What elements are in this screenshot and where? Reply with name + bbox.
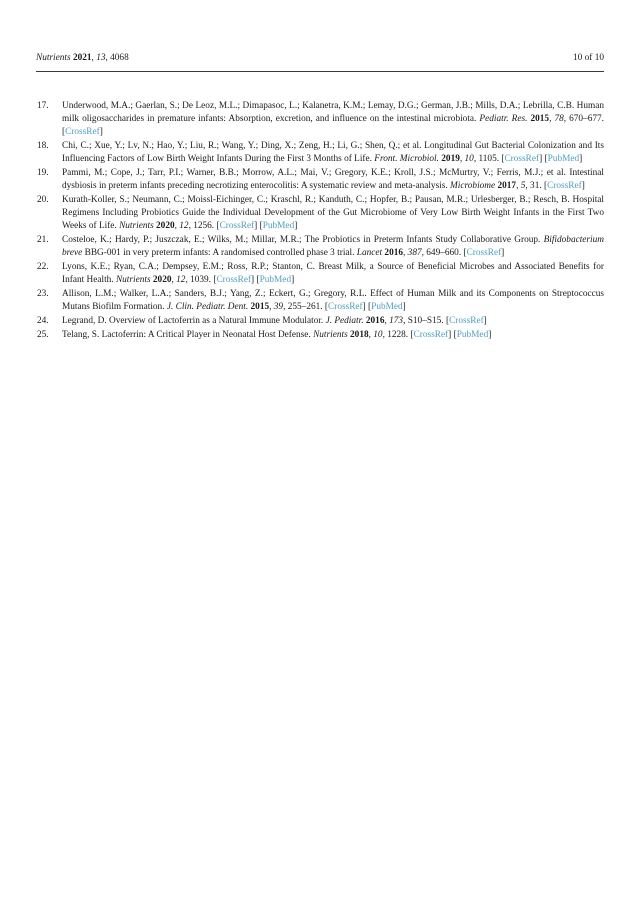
crossref-link[interactable]: CrossRef bbox=[504, 154, 540, 164]
text-run: 387 bbox=[407, 248, 422, 258]
pubmed-link[interactable]: PubMed bbox=[456, 330, 489, 340]
text-run: ] [ bbox=[448, 330, 457, 340]
pubmed-link[interactable]: PubMed bbox=[259, 275, 292, 285]
text-run: J. Pediatr. bbox=[325, 316, 364, 326]
text-run: 173 bbox=[389, 316, 404, 326]
running-head bbox=[36, 53, 604, 64]
text-run: 13 bbox=[96, 53, 106, 63]
reference-text bbox=[62, 316, 487, 326]
journal-citation bbox=[36, 53, 129, 64]
text-run: , bbox=[384, 316, 390, 326]
crossref-link[interactable]: CrossRef bbox=[449, 316, 484, 326]
reference-item bbox=[36, 140, 604, 166]
text-run: ] bbox=[294, 221, 298, 231]
reference-text bbox=[62, 262, 604, 285]
text-run: 2019 bbox=[441, 154, 460, 164]
text-run: Nutrients bbox=[119, 221, 154, 231]
reference-number: 18. bbox=[37, 141, 49, 151]
text-run: Chi, C.; Xue, Y.; Lv, N.; Hao, Y.; Liu, R.; Wang, Y.; Ding, X.; Zeng, H.; Li, G.; Shen, Q.; et al. Longitudinal Gut Bacterial Colonization and Its Influencing Factors of Low Birth Weight Infants During the First 3 Months of Life. bbox=[62, 141, 604, 164]
text-run: , bbox=[516, 181, 521, 191]
text-run: Underwood, M.A.; Gaerlan, S.; De Leoz, M.L.; Dimapasoc, L.; Kalanetra, K.M.; Lemay, D.G.; German, J.B.; Mills, D.A.; Lebrilla, C.B. Human milk oligosaccharides in premature infants: Absorption, excretion, and influence on the intestinal microbiota. bbox=[62, 101, 604, 124]
text-run: ] [ bbox=[539, 154, 548, 164]
text-run: Pediatr. Res. bbox=[479, 114, 528, 124]
text-run: , bbox=[91, 53, 97, 63]
reference-text bbox=[62, 101, 604, 137]
reference-item bbox=[36, 100, 604, 139]
reference-text bbox=[62, 141, 604, 164]
reference-number: 20. bbox=[37, 195, 49, 205]
pubmed-link[interactable]: PubMed bbox=[262, 221, 295, 231]
text-run: ] bbox=[483, 316, 487, 326]
reference-text bbox=[62, 168, 604, 191]
references-list bbox=[36, 100, 604, 343]
reference-item bbox=[36, 261, 604, 287]
text-run: Lyons, K.E.; Ryan, C.A.; Dempsey, E.M.; Ross, R.P.; Stanton, C. Breast Milk, a Source of Beneficial Microbes and Associated Benefits for Infant Health. bbox=[62, 262, 604, 285]
crossref-link[interactable]: CrossRef bbox=[328, 302, 363, 312]
text-run: , bbox=[403, 248, 408, 258]
text-run: Telang, S. Lactoferrin: A Critical Player in Neonatal Host Defense. bbox=[62, 330, 314, 340]
text-run: 12 bbox=[176, 275, 186, 285]
text-run: 2018 bbox=[350, 330, 369, 340]
text-run: , bbox=[269, 302, 274, 312]
text-run: , 1105. [ bbox=[473, 154, 505, 164]
text-run: Lancet bbox=[356, 248, 383, 258]
reference-number: 25. bbox=[37, 330, 49, 340]
crossref-link[interactable]: CrossRef bbox=[466, 248, 502, 258]
text-run: 2016 bbox=[384, 248, 404, 258]
reference-item bbox=[36, 167, 604, 193]
text-run: ] bbox=[291, 275, 295, 285]
text-run: , bbox=[171, 275, 177, 285]
text-run: 10 bbox=[373, 330, 383, 340]
text-run: Allison, L.M.; Walker, L.A.; Sanders, B.J.; Yang, Z.; Eckert, G.; Gregory, R.L. Effect of Human Milk and its Components on Streptococcus Mutans Biofilm Formation. bbox=[62, 289, 604, 312]
text-run: J. Clin. Pediatr. Dent. bbox=[166, 302, 249, 312]
text-run: Kurath-Koller, S.; Neumann, C.; Moissl-Eichinger, C.; Kraschl, R.; Kanduth, C.; Hopfer, B.; Pausan, M.R.; Urlesberger, B.; Resch, B. Hospital Regimens Including Probiotics Guide the Individual Development of the Gut Microbiome of Very Low Birth Weight Infants in the First Two Weeks of Life. bbox=[62, 195, 604, 231]
text-run: Legrand, D. Overview of Lactoferrin as a Natural Immune Modulator. bbox=[62, 316, 326, 326]
crossref-link[interactable]: CrossRef bbox=[547, 181, 582, 191]
text-run: 39 bbox=[273, 302, 284, 312]
reference-item bbox=[36, 234, 604, 260]
reference-item bbox=[36, 329, 604, 342]
reference-number: 24. bbox=[37, 316, 49, 326]
crossref-link[interactable]: CrossRef bbox=[219, 221, 255, 231]
reference-item bbox=[36, 194, 604, 233]
reference-text bbox=[62, 289, 604, 312]
reference-item bbox=[36, 315, 604, 328]
text-run: 2015 bbox=[250, 302, 270, 312]
text-run: , bbox=[174, 221, 180, 231]
text-run: ] bbox=[501, 248, 505, 258]
text-run: , 1039. [ bbox=[185, 275, 217, 285]
text-run: , 31. [ bbox=[525, 181, 548, 191]
reference-text bbox=[62, 330, 491, 340]
text-run: Nutrients bbox=[313, 330, 348, 340]
text-run: 10 bbox=[464, 154, 474, 164]
crossref-link[interactable]: CrossRef bbox=[65, 127, 100, 137]
reference-number: 21. bbox=[37, 235, 49, 245]
text-run: , 255–261. [ bbox=[283, 302, 329, 312]
page-number: 10 of 10 bbox=[573, 53, 604, 63]
pubmed-link[interactable]: PubMed bbox=[371, 302, 403, 312]
text-run: Nutrients bbox=[36, 53, 71, 63]
header-rule bbox=[36, 71, 604, 72]
reference-number: 17. bbox=[37, 101, 49, 111]
text-run: ] [ bbox=[251, 275, 260, 285]
text-run: , 670–677. [ bbox=[62, 114, 604, 137]
text-run: Costeloe, K.; Hardy, P.; Juszczak, E.; Wilks, M.; Millar, M.R.; The Probiotics in Preterm Infants Study Collaborative Group. bbox=[62, 235, 544, 245]
text-run: , 1256. [ bbox=[188, 221, 220, 231]
pubmed-link[interactable]: PubMed bbox=[547, 154, 580, 164]
text-run: 12 bbox=[179, 221, 189, 231]
text-run: 5 bbox=[520, 181, 526, 191]
text-run: ] bbox=[99, 127, 103, 137]
text-run: ] [ bbox=[254, 221, 263, 231]
text-run: ] bbox=[581, 181, 585, 191]
text-run: , 1228. [ bbox=[382, 330, 414, 340]
text-run: 2016 bbox=[365, 316, 385, 326]
text-run: ] bbox=[488, 330, 492, 340]
reference-text bbox=[62, 235, 604, 258]
text-run: ] bbox=[579, 154, 583, 164]
text-run: 2021 bbox=[72, 53, 92, 63]
reference-number: 23. bbox=[37, 289, 49, 299]
text-run: 78 bbox=[554, 114, 564, 124]
crossref-link[interactable]: CrossRef bbox=[216, 275, 252, 285]
reference-item bbox=[36, 288, 604, 314]
text-run: , bbox=[459, 154, 465, 164]
text-run: ] [ bbox=[362, 302, 372, 312]
text-run: Microbiome bbox=[450, 181, 496, 191]
text-run: Pammi, M.; Cope, J.; Tarr, P.I.; Warner, B.B.; Morrow, A.L.; Mai, V.; Gregory, K.E.; Kroll, J.S.; McMurtry, V.; Ferris, M.J.; et al. Intestinal dysbiosis in preterm infants preceding necrotizing enterocolitis: A systematic review and meta-analysis. bbox=[62, 168, 604, 191]
text-run: , 649–660. [ bbox=[421, 248, 467, 258]
text-run: 2020 bbox=[156, 221, 175, 231]
reference-number: 22. bbox=[37, 262, 49, 272]
text-run: Front. Microbiol. bbox=[374, 154, 439, 164]
text-run: BBG-001 in very preterm infants: A randomised controlled phase 3 trial. bbox=[82, 248, 357, 258]
text-run: Bifidobacterium breve bbox=[62, 235, 604, 258]
reference-number: 19. bbox=[37, 168, 49, 178]
text-run: , S10–S15. [ bbox=[403, 316, 450, 326]
text-run: 2020 bbox=[152, 275, 172, 285]
crossref-link[interactable]: CrossRef bbox=[413, 330, 449, 340]
text-run: 2015 bbox=[530, 114, 550, 124]
text-run: ] bbox=[402, 302, 406, 312]
text-run: Nutrients bbox=[115, 275, 151, 285]
text-run: 2017 bbox=[497, 181, 517, 191]
text-run: , bbox=[368, 330, 374, 340]
reference-text bbox=[62, 195, 604, 231]
text-run: , 4068 bbox=[105, 53, 129, 63]
text-run: , bbox=[549, 114, 555, 124]
